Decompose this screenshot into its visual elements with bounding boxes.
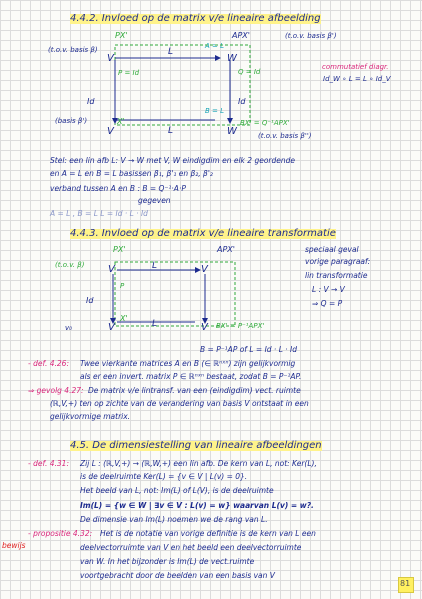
diagram1-q-equation: Q = Id: [238, 68, 261, 76]
commutative-equation: Id_W ∘ L = L ∘ Id_V: [323, 75, 391, 83]
diagram1-w-bottom: W: [227, 126, 237, 137]
gevolg-4-27-line-2: (ℝ,V,+) ten op zichte van de verandering van basis V ontstaat in een: [50, 399, 309, 408]
diagram1-p-equation: P = Id: [118, 69, 140, 77]
s1-gegeven: gegeven: [138, 196, 171, 205]
diagram1-v-bottom: V: [107, 126, 114, 137]
def-4-26-line-2: als er een invert. matrix P ∈ ℝⁿˣⁿ bestaat, zodat B = P⁻¹AP.: [80, 372, 302, 381]
diagram2-v-top-right: V: [201, 264, 208, 275]
section-4-5-title: 4.5. De dimensiestelling van lineaire afbeeldingen: [70, 440, 322, 451]
def-4-31-line-1: Zij L : (ℝ,V,+) → (ℝ,W,+) een lin afb. De kern van L, not: Ker(L),: [80, 459, 317, 468]
section-4-4-3-title: 4.4.3. Invloed op de matrix v/e lineaire transformatie: [70, 228, 336, 239]
diagram1-l-top: L: [168, 47, 174, 57]
diagram2-vb-label: v₀: [65, 324, 72, 332]
diagram2-v-top-left: V: [108, 264, 115, 275]
gevolg-4-27-label: ⇒ gevolg 4.27:: [28, 386, 84, 395]
page-number: 81: [400, 579, 411, 588]
diagram1-x-label: X': [117, 117, 125, 126]
diagram1-b-equation: B = L: [205, 107, 225, 115]
special-case-note-1: speciaal geval: [305, 245, 359, 254]
diagram1-idw-label: Id: [238, 97, 246, 106]
prop-4-32-label: - propositie 4.32:: [28, 529, 93, 538]
diagram1-w-top: W: [227, 53, 237, 64]
special-case-note-3: lin transformatie: [305, 271, 368, 280]
prop-4-32-line-1: Het is de notatie van vorige definitie is de kern van L een: [100, 529, 316, 538]
def-4-26-label: - def. 4.26:: [28, 359, 69, 368]
diagram1-a-equation: A = L: [205, 42, 225, 50]
diagram1-px-label: PX': [115, 31, 128, 40]
def-4-31-line-3: Het beeld van L, not: Im(L) of L(V), is de deelruimte: [80, 486, 274, 495]
diagram1-l-bottom: L: [168, 126, 174, 136]
s1-text-line-1: Stel: een lin afb L: V → W met V, W eindigdim en elk 2 geordende: [50, 156, 295, 165]
s1-text-line-3: verband tussen A en B : B = Q⁻¹·A·P: [50, 184, 186, 193]
gevolg-4-27-line-3: gelijkvormige matrix.: [50, 412, 131, 421]
special-case-note-5: ⇒ Q = P: [312, 299, 343, 308]
diagram2-l-bottom: L: [152, 319, 158, 329]
diagram2-idv-label: Id: [86, 296, 94, 305]
prop-4-32-line-2: deelvectorruimte van V en het beeld een deelvectorruimte: [80, 543, 302, 552]
bewijs-label: bewijs: [2, 541, 26, 550]
diagram2-x-label: X': [120, 314, 128, 323]
diagram2-bx-equation: BX' = P⁻¹APX': [216, 322, 265, 330]
diagram1-idv-label: Id: [87, 97, 95, 106]
top-left-basis-label: (t.o.v. basis β): [48, 46, 98, 54]
s1-text-line-4: A = L , B = L L = Id · L · Id: [50, 209, 148, 218]
diagram2-l-top: L: [152, 261, 158, 271]
diagram2-v-bottom-right: V: [201, 322, 208, 333]
s1-text-line-2: en A = L en B = L basissen β₁, β'₁ en β₂, β'₂: [50, 169, 213, 178]
bottom-right-basis-label: (t.o.v. basis β''): [258, 132, 312, 140]
prop-4-32-line-4: voortgebracht door de beelden van een basis van V: [80, 571, 275, 580]
special-case-note-2: vorige paragraaf:: [305, 257, 371, 266]
def-4-31-line-2: is de deelruimte Ker(L) = {v ∈ V | L(v) = 0}.: [80, 472, 248, 481]
bottom-left-basis-label: (basis β'): [55, 117, 88, 125]
diagram2-basis-label: (t.o.v. β): [55, 261, 85, 269]
diagram1-v-top: V: [107, 53, 114, 64]
diagram2-apx-label: APX': [217, 245, 235, 254]
section-4-4-2-title: 4.4.2. Invloed op de matrix v/e lineaire afbeelding: [70, 13, 321, 24]
special-case-note-4: L : V → V: [312, 285, 345, 294]
diagram1-bx-equation: BX' = Q⁻¹APX': [240, 119, 290, 127]
diagram2-p-label: P: [120, 282, 125, 290]
gevolg-4-27-line-1: De matrix v/e lintransf. van een (eindigdim) vect. ruimte: [88, 386, 301, 395]
def-4-31-label: - def. 4.31:: [28, 459, 69, 468]
commutative-note: commutatief diagr.: [322, 63, 389, 71]
commutative-diagram-1: [55, 40, 270, 145]
s2-formula: B = P⁻¹AP of L = Id · L · Id: [200, 345, 297, 354]
diagram2-v-bottom-left: V: [108, 322, 115, 333]
def-4-26-line-1: Twee vierkante matrices A en B (∈ ℝⁿˣⁿ) zijn gelijkvormig: [80, 359, 296, 368]
diagram1-apx-label: APX': [232, 31, 250, 40]
diagram2-px-label: PX': [113, 245, 126, 254]
prop-4-32-line-3: van W. In het bijzonder is Im(L) de vect.ruimte: [80, 557, 255, 566]
top-right-basis-label: (t.o.v. basis β'): [285, 32, 337, 40]
def-4-31-line-4: Im(L) = {w ∈ W | ∃v ∈ V : L(v) = w} waarvan L(v) = w?.: [80, 501, 314, 510]
def-4-31-line-5: De dimensie van Im(L) noemen we de rang van L.: [80, 515, 268, 524]
